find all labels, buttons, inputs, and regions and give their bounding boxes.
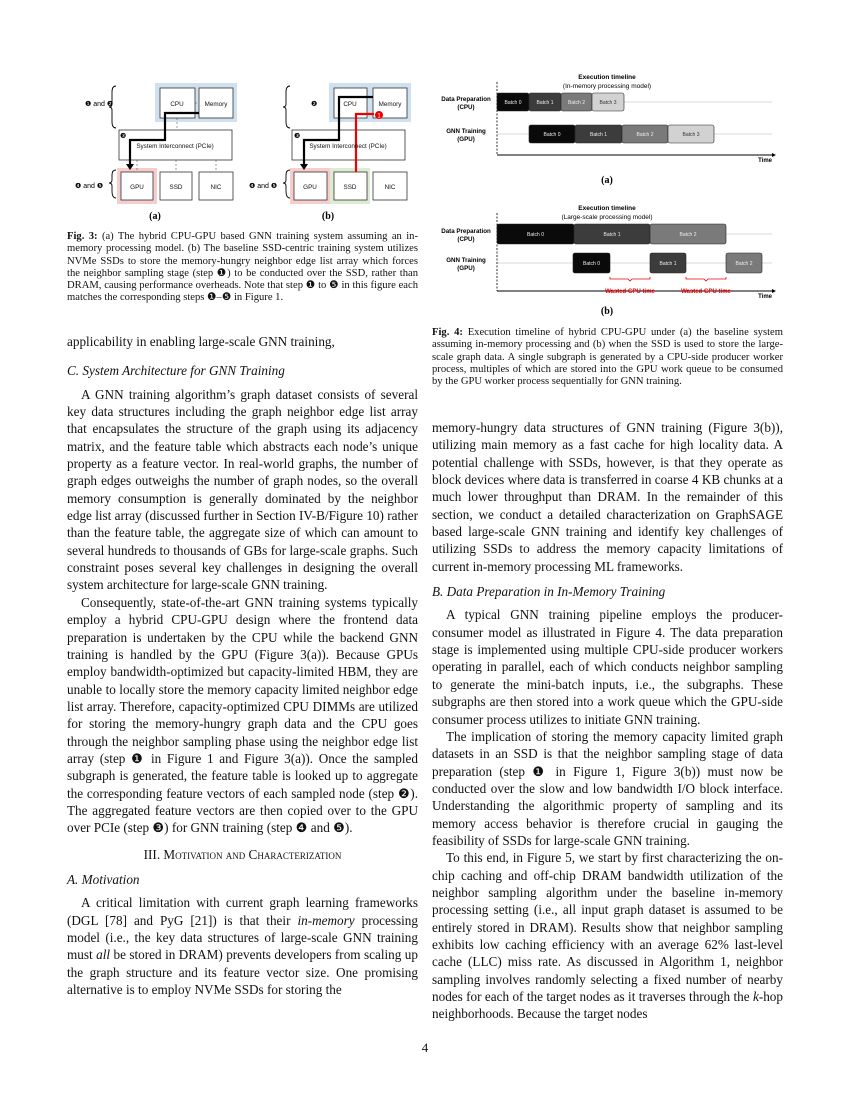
- cpu-label: CPU: [343, 101, 357, 108]
- row-label: Data Preparation: [441, 96, 491, 103]
- row-label: Data Preparation: [441, 228, 491, 235]
- memory-label: Memory: [204, 101, 228, 108]
- paragraph: [67, 894, 418, 998]
- cpu-batch-label: Batch 2: [568, 100, 585, 106]
- gpu-batch-label: Batch 0: [583, 261, 600, 267]
- paragraph: memory-hungry data structures of GNN training (Figure 3(b)), utilizing main memory as a fast cache for high locality data. A potential challenge with SSDs, however, is that they operate as block devices where data is transferred in coarse 4 KB chunks at a much lower throughput than DRAM. In the remainder of this section, we conduct a detailed characterization on GraphSAGE based large-scale GNN training and identify key challenges of utilizing SSDs to address the memory capacity limitations of current in-memory processing ML frameworks.: [432, 420, 783, 574]
- memory-label: Memory: [378, 101, 402, 108]
- section-heading: B. Data Preparation in In-Memory Training: [432, 584, 666, 600]
- caption-label: Fig. 3:: [67, 231, 98, 242]
- time-label: Time: [758, 158, 772, 164]
- ssd-label: SSD: [343, 184, 357, 191]
- section-heading: C. System Architecture for GNN Training: [67, 363, 285, 379]
- step-marker: ❸: [120, 133, 127, 140]
- step-markers: ❹ and ❺: [75, 183, 104, 190]
- row-label: (CPU): [457, 236, 475, 243]
- gpu-batch-label: Batch 2: [735, 261, 753, 267]
- timeline-title: Execution timeline: [578, 205, 636, 212]
- cpu-batch-label: Batch 2: [679, 232, 697, 238]
- gpu-batch-label: Batch 0: [543, 132, 561, 138]
- cpu-batch-label: Batch 0: [504, 100, 522, 106]
- gpu-label: GPU: [303, 184, 317, 191]
- caption-text: (a) The hybrid CPU-GPU based GNN training system assuming an in-memory processing model. (b) The baseline SSD-centric training system utilizes NVMe SSDs to store the memory-hungry neighbor edge list array which forces the neighbor sampling stage (step ❶) to be conducted over the SSD, rather than DRAM, causing performance overheads. Note that step ❶ to ❺ in this figure each matches the corresponding steps ❶–❺ in Figure 1.: [67, 231, 418, 304]
- row-label: (GPU): [457, 265, 475, 272]
- emphasis: all: [96, 947, 111, 963]
- page-number: 4: [421, 1040, 429, 1055]
- step-marker: ❸: [294, 133, 301, 140]
- text: processing model (i.e., the key data structures of large-scale GNN training must: [67, 912, 418, 963]
- text: To this end, in Figure 5, we start by first characterizing the on-chip caching and off-chip DRAM bandwidth utilization of the neighbor sampling algorithm under the baseline in-memory processing setting (i.e., all input graph dataset is assumed to be entirely stored in DRAM). Results show that neighbor sampling exhibits low caching efficiency with an average 62% last-level cache (LLC) miss rate. As discussed in Algorithm 1, neighbor sampling involves randomly selecting a fixed number of nearby nodes for each of the target nodes as it traverses through the: [432, 850, 783, 1004]
- caption-label: Fig. 4:: [432, 327, 463, 338]
- figure-3: [0, 0, 430, 225]
- paragraph: Consequently, state-of-the-art GNN training systems typically employ a hybrid CPU-GPU design where the frontend data preparation is undertaken by the CPU while the backend GNN training is handled by the GPU (Figure 3(a)). Because GPUs employ bandwidth-optimized but capacity-limited HBM, they are unable to locally store the memory capacity limited neighbor edge list array. Therefore, capacity-optimized CPU DIMMs are utilized for storing the memory-hungry graph data and the CPU goes through the neighbor sampling phase using the neighbor edge list array (step ❶ in Figure 1 and Figure 3(a)). Once the sampled subgraph is generated, the feature table is looked up to aggregate the corresponding feature vectors of each sampled node (step ❷). The aggregated feature vectors are then copied over to the GPU over PCIe (step ❸) for GNN training (step ❹ and ❺).: [67, 594, 418, 836]
- section-heading: III. Motivation and Characterization: [143, 846, 342, 862]
- interconnect-label: System Interconnect (PCIe): [136, 143, 214, 150]
- left-column: [67, 333, 418, 998]
- ssd-label: SSD: [169, 184, 183, 191]
- gpu-batch-label: Batch 2: [636, 132, 654, 138]
- figure-4-caption: [432, 327, 783, 388]
- wasted-brace: [686, 277, 726, 281]
- paragraph: applicability in enabling large-scale GNN training,: [67, 334, 335, 349]
- panel-label: (a): [601, 175, 613, 186]
- interconnect-label: System Interconnect (PCIe): [309, 143, 387, 150]
- figure-3-caption: [67, 231, 418, 305]
- wasted-brace: [610, 277, 650, 281]
- step-markers: ❹ and ❺: [249, 183, 278, 190]
- cpu-batch-label: Batch 1: [536, 100, 554, 106]
- panel-label: (b): [600, 306, 614, 317]
- panel-label-b: (b): [321, 211, 335, 222]
- time-label: Time: [758, 294, 772, 300]
- timeline-title: Execution timeline: [578, 74, 636, 81]
- gpu-batch-label: Batch 1: [590, 132, 607, 138]
- step-markers: ❶ and ❷: [85, 101, 114, 108]
- nic-label: NIC: [384, 184, 396, 191]
- time-arrow: [772, 153, 776, 157]
- wasted-gpu-time-label: Wasted GPU time: [605, 289, 655, 295]
- paragraph: The implication of storing the memory capacity limited graph datasets in an SSD is that the neighbor sampling stage of data preparation (step ❶ in Figure 1, Figure 3(b)) must now be conducted over the slow and low bandwidth I/O block interface. Understanding the algorithmic property of sampling and its memory access behavior is therefore crucial in gauging the feasibility of SSDs for large-scale GNN training.: [432, 728, 783, 848]
- cpu-batch-label: Batch 3: [599, 100, 617, 106]
- right-column: [432, 419, 783, 1023]
- row-label: (CPU): [457, 104, 475, 111]
- paragraph: A GNN training algorithm’s graph dataset consists of several key data structures including the graph neighbor edge list array that encapsulates the structure of the graph using its adjacency matrix, and the feature table which abstracts each node’s unique property as a feature vector. In real-world graphs, the number of graph edges outweighs the number of graph nodes, so the overall memory consumption is generally dominated by the neighbor edge list array (discussed further in Section IV-B/Figure 10) rather than the feature table, the aggregate size of which can amount to several hundreds to thousands of GBs for large-scale graphs. Such constraint poses several key challenges in designing the overall system architecture for large-scale GNN training.: [67, 386, 418, 593]
- text: be stored in DRAM) prevents developers from scaling up the graph structure and its feature vector size. One promising alternative is to employ NVMe SSDs for storing the: [67, 947, 418, 998]
- step-1-marker: 1: [377, 113, 381, 120]
- caption-text: Execution timeline of hybrid CPU-GPU under (a) the baseline system assuming in-memory processing and (b) when the SSD is used to store the large-scale graph data. A single subgraph is generated by a CPU-side producer worker process, multiples of which are stored into the GPU work queue to be consumed by the GPU worker process sequentially for GNN training.: [432, 327, 783, 388]
- gpu-label: GPU: [130, 184, 144, 191]
- section-heading: A. Motivation: [67, 871, 140, 887]
- cpu-batch-label: Batch 0: [527, 232, 544, 238]
- step-markers: ❷: [311, 101, 318, 108]
- gpu-batch-label: Batch 1: [659, 261, 677, 267]
- row-label: (GPU): [457, 136, 475, 143]
- panel-label-a: (a): [149, 211, 161, 222]
- wasted-gpu-time-label: Wasted GPU time: [681, 289, 731, 295]
- time-arrow: [772, 289, 776, 293]
- timeline-subtitle: (In-memory processing model): [562, 83, 652, 90]
- paragraph: A typical GNN training pipeline employs the producer-consumer model as illustrated in Figure 4. The data preparation stage is implemented using multiple CPU-side producer workers operating in parallel, each of which conducts neighbor sampling to generate the mini-batch inputs, i.e., the subgraphs. These subgraphs are then stored into a work queue which the GPU-side consumer process utilizes to initiate GNN training.: [432, 607, 783, 727]
- timeline-b: [441, 205, 776, 317]
- row-label: GNN Training: [446, 257, 486, 264]
- emphasis: in-memory: [297, 912, 355, 928]
- paragraph: [432, 849, 783, 1022]
- cpu-batch-label: Batch 1: [603, 232, 621, 238]
- row-label: GNN Training: [446, 128, 486, 135]
- cpu-label: CPU: [170, 101, 184, 108]
- emphasis: k: [752, 989, 759, 1004]
- figure-4: [430, 70, 790, 320]
- nic-label: NIC: [210, 184, 222, 191]
- text: A critical limitation with current graph learning frameworks (DGL [78] and PyG [21]) is that their: [67, 895, 418, 928]
- text: -hop neighborhoods. Because the target nodes: [432, 989, 783, 1022]
- timeline-a: [441, 74, 776, 186]
- timeline-subtitle: (Large-scale processing model): [561, 214, 653, 221]
- gpu-batch-label: Batch 3: [682, 132, 700, 138]
